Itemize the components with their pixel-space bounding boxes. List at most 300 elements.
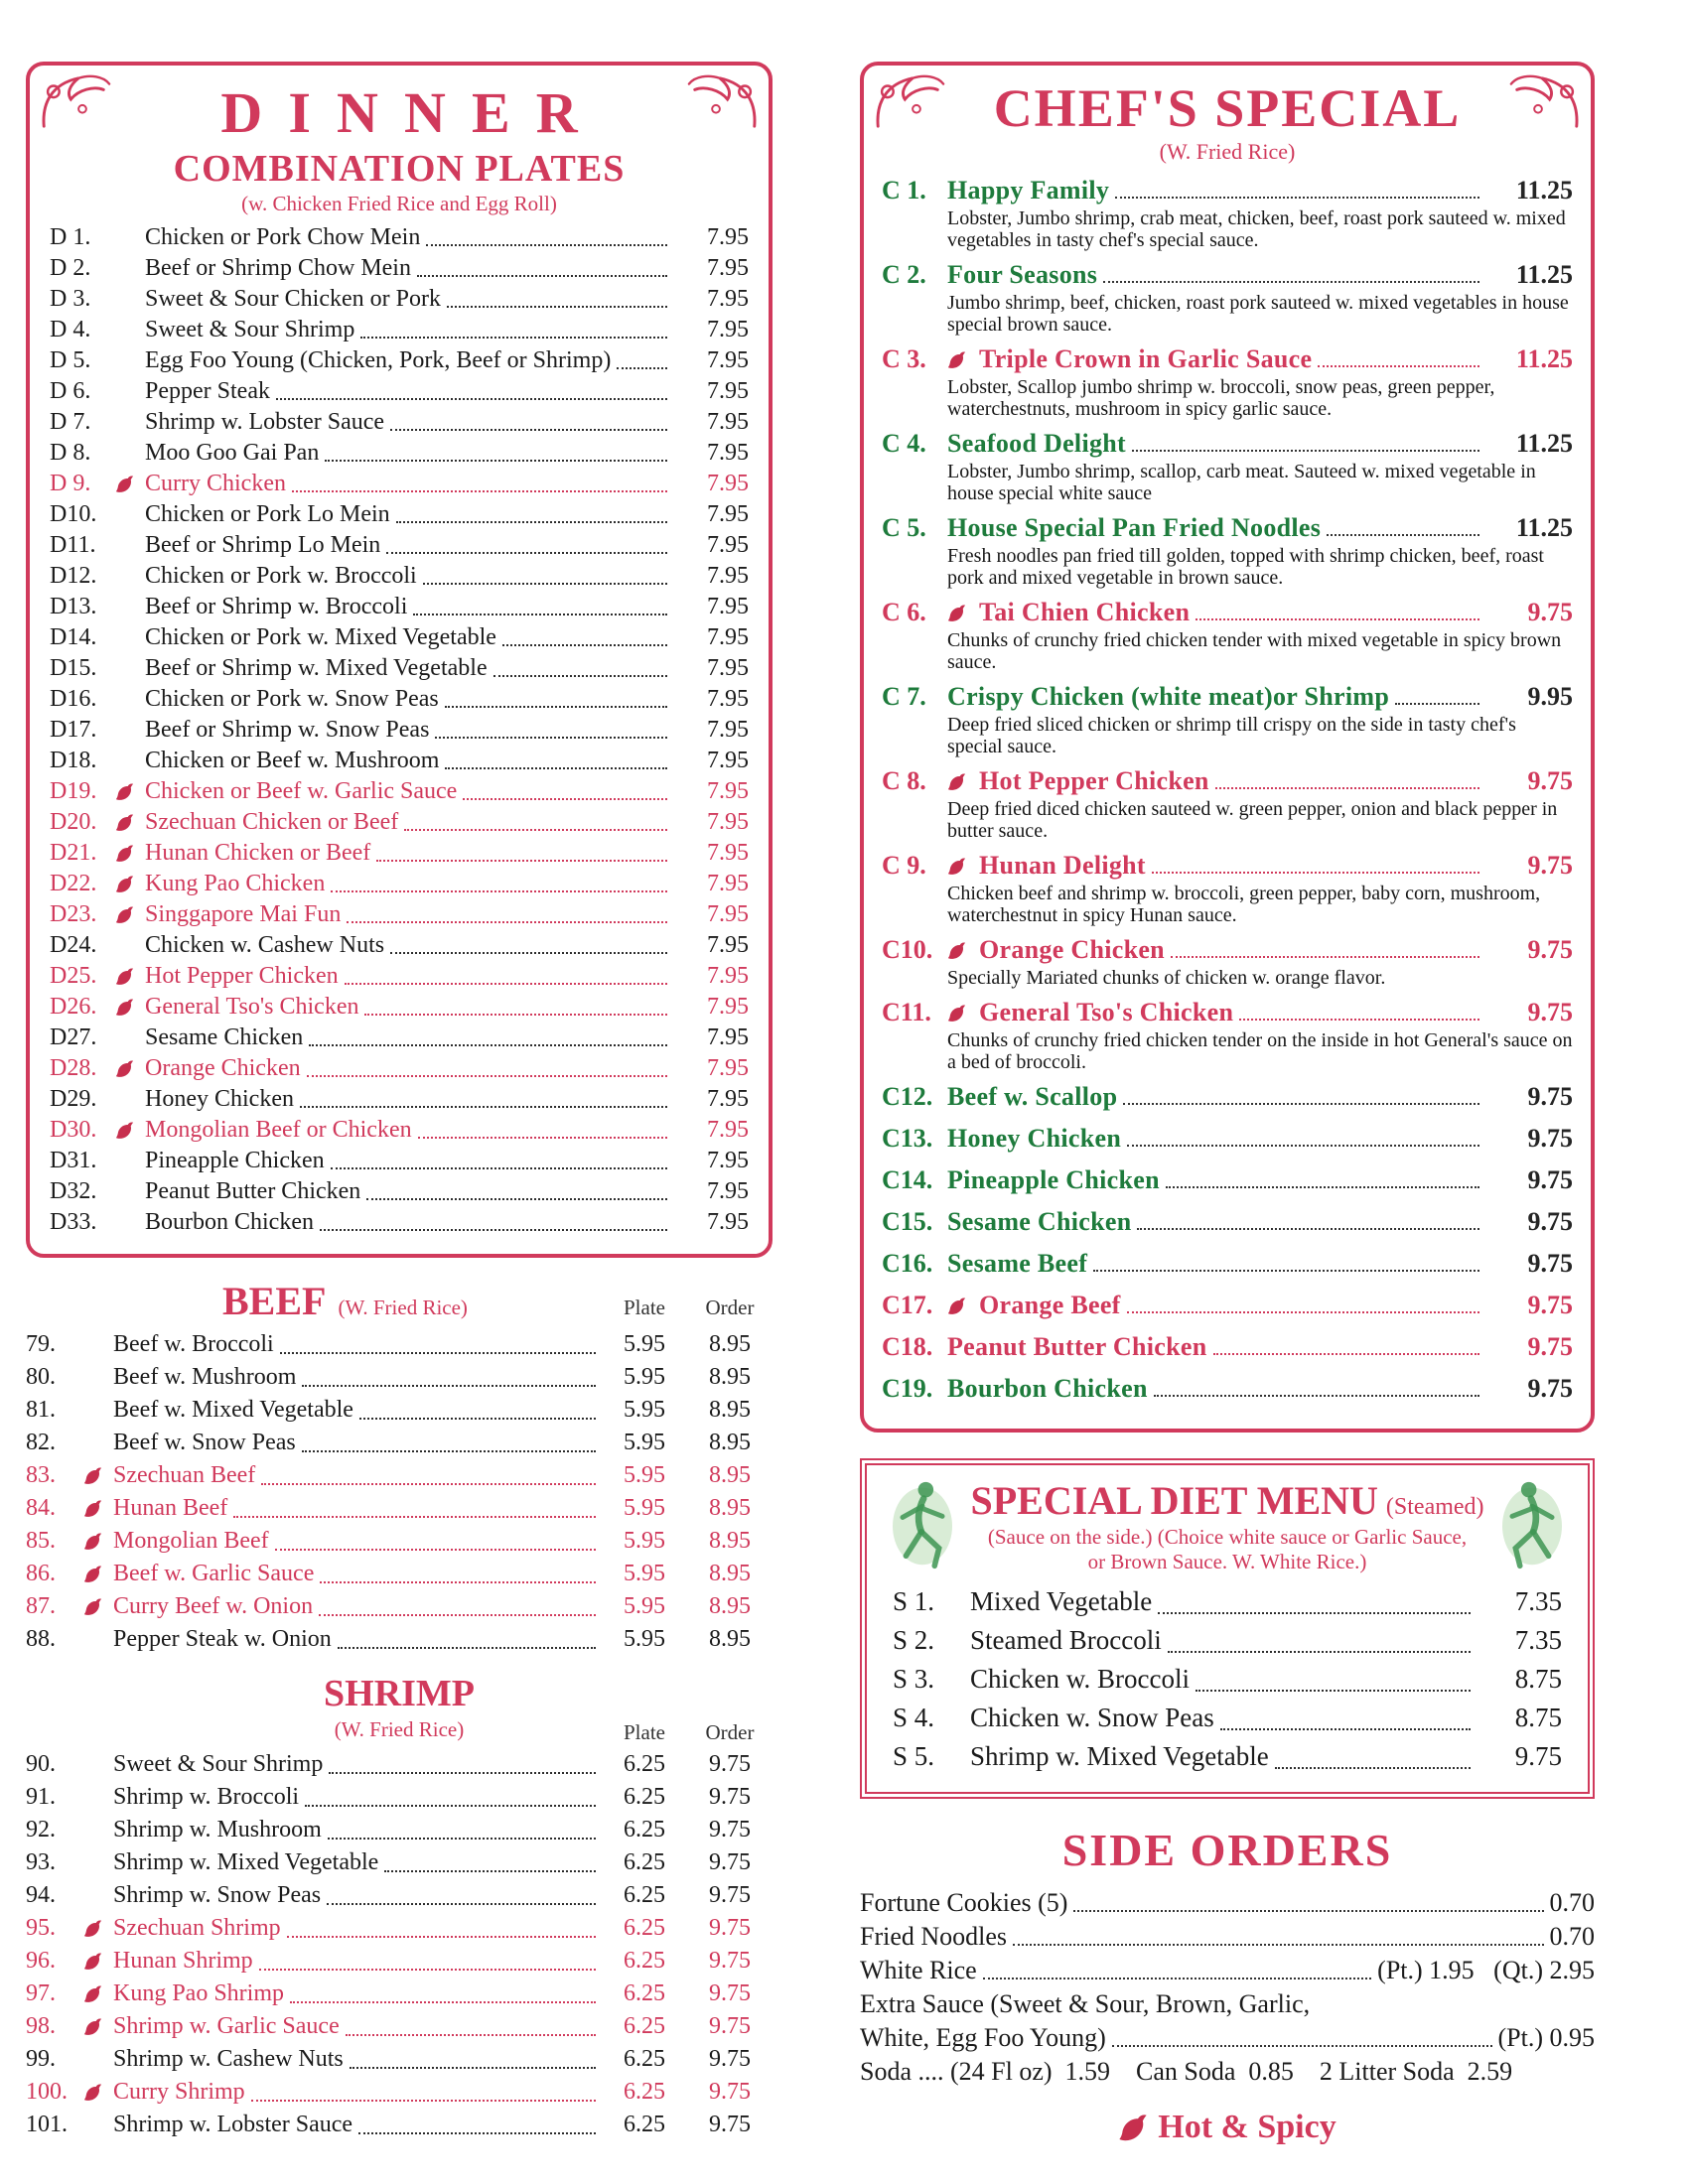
item-price: 7.95 (707, 378, 749, 404)
item-price: 7.95 (707, 748, 749, 773)
item-name: Beef w. Mushroom (113, 1364, 297, 1390)
item-name: Sesame Chicken (145, 1024, 304, 1050)
item-code: S 5. (893, 1741, 935, 1771)
chef-special-item (882, 1164, 1573, 1196)
order-price: 8.95 (709, 1462, 751, 1488)
menu-item-row (50, 776, 749, 807)
plate-price: 5.95 (624, 1593, 665, 1619)
side-order-row (860, 1886, 1595, 1920)
item-name: Mixed Vegetable (970, 1586, 1153, 1616)
dinner-item-list (50, 222, 749, 1238)
menu-item-row (50, 592, 749, 622)
menu-item-row (50, 499, 749, 530)
item-price: 7.95 (707, 932, 749, 958)
corner-flourish-icon (38, 70, 125, 132)
item-description: Specially Mariated chunks of chicken w. orange flavor. (947, 967, 1386, 989)
chef-special-item (882, 997, 1573, 1073)
menu-item-row (882, 1248, 1573, 1280)
dot-leader (309, 1023, 667, 1046)
item-name: Orange Beef (979, 1291, 1121, 1319)
item-code: D 2. (50, 255, 91, 281)
beef-subtitle: (W. Fried Rice) (338, 1296, 468, 1319)
plate-price: 6.25 (624, 2112, 665, 2137)
item-name: Pepper Steak (145, 378, 270, 404)
left-column (26, 62, 773, 2146)
dot-leader (396, 499, 667, 523)
item-price: 7.35 (1514, 1625, 1562, 1655)
menu-item-row (50, 1053, 749, 1084)
item-price: 9.75 (1527, 1249, 1573, 1278)
chili-pepper-icon (115, 1053, 145, 1084)
item-price: 11.25 (1515, 176, 1573, 205)
item-name: Szechuan Shrimp (113, 1915, 281, 1941)
item-code: 95. (26, 1915, 56, 1941)
menu-item-row (26, 1879, 773, 1912)
menu-item-row (50, 1023, 749, 1053)
item-code: C 5. (882, 513, 926, 542)
dot-leader (1152, 850, 1479, 874)
chef-special-item (882, 1331, 1573, 1363)
plate-price: 5.95 (624, 1462, 665, 1488)
item-code: D 6. (50, 378, 91, 404)
side-order-row (860, 1987, 1595, 2021)
item-code: C 7. (882, 682, 926, 711)
item-name: Beef or Shrimp Chow Mein (145, 255, 411, 281)
item-price: 7.95 (707, 1055, 749, 1081)
dot-leader (1196, 597, 1479, 620)
item-name: Hunan Beef (113, 1495, 228, 1521)
item-name: House Special Pan Fried Noodles (947, 513, 1322, 542)
menu-item-row (882, 1206, 1573, 1238)
plate-price: 5.95 (624, 1430, 665, 1455)
item-name: Szechuan Chicken or Beef (145, 809, 399, 835)
menu-item-row (882, 259, 1573, 291)
item-name: General Tso's Chicken (979, 998, 1234, 1026)
item-code: C12. (882, 1082, 933, 1111)
item-price: 7.95 (707, 440, 749, 466)
dot-leader (280, 1328, 596, 1354)
order-price: 8.95 (709, 1528, 751, 1554)
item-name: Honey Chicken (145, 1086, 294, 1112)
dinner-title: DINNER (220, 80, 604, 145)
item-name: Chicken or Beef w. Garlic Sauce (145, 778, 458, 804)
menu-item-row (50, 684, 749, 715)
item-price: 7.95 (707, 963, 749, 989)
item-name: Chicken or Pork Lo Mein (145, 501, 390, 527)
item-code: D16. (50, 686, 97, 712)
item-price: 7.95 (707, 471, 749, 496)
menu-item-row (882, 1331, 1573, 1363)
item-name: Beef w. Mixed Vegetable (113, 1397, 353, 1423)
plate-price: 6.25 (624, 1948, 665, 1974)
item-name: Beef or Shrimp Lo Mein (145, 532, 381, 558)
item-name: Shrimp w. Broccoli (113, 1784, 300, 1810)
corner-flourish-icon (673, 70, 761, 132)
dot-leader (1171, 934, 1479, 958)
item-code: 99. (26, 2046, 56, 2072)
menu-item-row (50, 1115, 749, 1146)
item-code: 100. (26, 2079, 68, 2105)
item-code: S 3. (893, 1664, 935, 1694)
item-name: Chicken or Pork w. Snow Peas (145, 686, 439, 712)
item-code: D12. (50, 563, 97, 589)
chili-pepper-icon (1118, 2113, 1148, 2142)
dot-leader (331, 869, 667, 892)
item-price: 7.95 (707, 901, 749, 927)
item-price: 11.25 (1515, 344, 1573, 373)
menu-item-row (50, 622, 749, 653)
side-order-row (860, 1920, 1595, 1954)
item-description: Lobster, Jumbo shrimp, crab meat, chicken, beef, roast pork sauteed w. mixed vegetables in tasty chef's special sauce. (947, 207, 1566, 251)
menu-item-row (26, 1492, 773, 1525)
dot-leader (418, 1115, 667, 1139)
chili-pepper-icon (83, 1978, 113, 2010)
item-code: C11. (882, 998, 931, 1026)
item-name: Hunan Shrimp (113, 1948, 253, 1974)
dot-leader (1213, 1331, 1480, 1355)
beef-title: BEEF (222, 1279, 327, 1323)
item-name: Four Seasons (947, 260, 1098, 289)
menu-item-row (882, 997, 1573, 1028)
menu-item-row (26, 2010, 773, 2043)
dot-leader (320, 1207, 667, 1231)
dot-leader (386, 530, 667, 554)
dot-leader (1093, 1248, 1479, 1272)
menu-item-row (50, 407, 749, 438)
menu-item-row (893, 1621, 1562, 1660)
item-price: 11.25 (1515, 513, 1573, 542)
chef-special-item (882, 681, 1573, 757)
chili-pepper-icon (947, 765, 979, 797)
chili-pepper-icon (83, 1945, 113, 1978)
price-column-headers (602, 1718, 773, 1746)
plate-price: 6.25 (624, 1882, 665, 1908)
item-code: 80. (26, 1364, 56, 1390)
menu-item-row (50, 438, 749, 469)
chefs-special-section (860, 62, 1595, 1433)
dot-leader (346, 2010, 596, 2036)
plate-price: 6.25 (624, 2013, 665, 2039)
menu-item-row (26, 2109, 773, 2141)
item-code: D 7. (50, 409, 91, 435)
dinner-combination-section (26, 62, 773, 1258)
dot-leader (275, 1525, 596, 1551)
menu-item-row (50, 869, 749, 899)
order-price: 8.95 (709, 1364, 751, 1390)
chili-pepper-icon (83, 1492, 113, 1525)
menu-item-row (26, 1558, 773, 1590)
beef-item-list (26, 1328, 773, 1656)
plate-price: 5.95 (624, 1561, 665, 1586)
chili-pepper-icon (83, 1459, 113, 1492)
item-price: 7.95 (707, 809, 749, 835)
hot-spicy-legend (860, 2109, 1595, 2146)
order-price: 8.95 (709, 1561, 751, 1586)
menu-item-row (26, 1623, 773, 1656)
item-price: 7.95 (707, 563, 749, 589)
dot-leader (319, 1590, 596, 1616)
item-name: General Tso's Chicken (145, 994, 359, 1020)
item-code: D25. (50, 963, 97, 989)
item-price: 7.95 (707, 224, 749, 250)
dot-leader (302, 1361, 596, 1387)
dot-leader (463, 776, 667, 800)
item-name: Hot Pepper Chicken (145, 963, 339, 989)
menu-item-row (882, 1290, 1573, 1321)
item-price: 7.95 (707, 871, 749, 896)
order-price: 9.75 (709, 2013, 751, 2039)
item-code: D 1. (50, 224, 91, 250)
menu-item-row (26, 1394, 773, 1427)
item-price: 7.95 (707, 1117, 749, 1143)
item-description: Lobster, Jumbo shrimp, scallop, carb meat. Sauteed w. mixed vegetable in house special white sauce (947, 461, 1536, 504)
item-price: 7.95 (707, 286, 749, 312)
dot-leader (300, 1084, 667, 1108)
chef-special-item (882, 428, 1573, 504)
side-orders-list (860, 1886, 1595, 2089)
item-name: Shrimp w. Garlic Sauce (113, 2013, 340, 2039)
item-price: 7.95 (707, 1086, 749, 1112)
menu-item-row (50, 1084, 749, 1115)
item-description: Deep fried sliced chicken or shrimp till crispy on the side in tasty chef's special sauce. (947, 714, 1516, 757)
dot-leader (345, 961, 667, 985)
order-price: 9.75 (709, 1915, 751, 1941)
item-code: 97. (26, 1980, 56, 2006)
order-price: 9.75 (709, 1817, 751, 1843)
item-code: 91. (26, 1784, 56, 1810)
item-code: C18. (882, 1332, 933, 1361)
item-price: 7.95 (707, 840, 749, 866)
item-name: Peanut Butter Chicken (145, 1178, 361, 1204)
item-code: 101. (26, 2112, 68, 2137)
item-code: C 4. (882, 429, 926, 458)
item-code: 92. (26, 1817, 56, 1843)
item-name: Triple Crown in Garlic Sauce (979, 344, 1313, 373)
item-name: Sweet & Sour Shrimp (113, 1751, 324, 1777)
item-code: C19. (882, 1374, 933, 1403)
item-code: D30. (50, 1117, 97, 1143)
item-code: S 4. (893, 1703, 935, 1732)
item-name: Shrimp w. Mixed Vegetable (113, 1849, 379, 1875)
menu-item-row (26, 1846, 773, 1879)
order-price: 9.75 (709, 2046, 751, 2072)
item-description: Jumbo shrimp, beef, chicken, roast pork sauteed w. mixed vegetables in house special brown sauce. (947, 292, 1569, 336)
plate-price: 6.25 (624, 1751, 665, 1777)
item-price: 7.95 (707, 1209, 749, 1235)
item-code: D27. (50, 1024, 97, 1050)
item-name: Sesame Beef (947, 1249, 1088, 1278)
dot-leader (423, 561, 667, 585)
item-code: S 1. (893, 1586, 935, 1616)
item-name: Crispy Chicken (white meat)or Shrimp (947, 682, 1390, 711)
item-code: C 8. (882, 766, 926, 795)
chili-pepper-icon (115, 807, 145, 838)
item-price: 9.75 (1514, 1741, 1562, 1771)
side-order-row (860, 2055, 1595, 2089)
item-name: Bourbon Chicken (947, 1374, 1148, 1403)
order-price: 9.75 (709, 1948, 751, 1974)
chef-special-item (882, 1290, 1573, 1321)
dot-leader (493, 653, 667, 677)
item-price: 9.95 (1527, 682, 1573, 711)
dot-leader (390, 407, 667, 431)
order-price: 9.75 (709, 1751, 751, 1777)
item-price: 7.95 (707, 624, 749, 650)
menu-item-row (26, 1945, 773, 1978)
item-price: 7.95 (707, 409, 749, 435)
item-code: 85. (26, 1528, 56, 1554)
item-price: 7.95 (707, 317, 749, 342)
chef-special-item (882, 1081, 1573, 1113)
dot-leader (376, 838, 667, 862)
item-price: 9.75 (1527, 1124, 1573, 1153)
item-code: C10. (882, 935, 933, 964)
dot-leader (302, 1427, 596, 1452)
dot-leader (364, 992, 667, 1016)
dot-leader (1112, 2021, 1492, 2047)
right-column (860, 62, 1595, 2146)
dot-leader (360, 315, 667, 339)
menu-item-row (26, 1459, 773, 1492)
menu-item-row (26, 1328, 773, 1361)
shrimp-title: SHRIMP (324, 1673, 475, 1714)
item-price: 0.70 (1549, 1888, 1595, 1917)
shrimp-section-header (26, 1672, 773, 1746)
item-description: Chicken beef and shrimp w. broccoli, green pepper, baby corn, mushroom, waterchestnut in spicy Hunan sauce. (947, 883, 1541, 926)
menu-item-row (50, 715, 749, 746)
menu-item-row (50, 1207, 749, 1238)
menu-item-row (882, 175, 1573, 206)
item-code: D29. (50, 1086, 97, 1112)
chili-pepper-icon (115, 838, 145, 869)
item-name: Chicken or Pork w. Broccoli (145, 563, 417, 589)
item-name: Extra Sauce (Sweet & Sour, Brown, Garlic, (860, 1989, 1311, 2018)
plate-price: 6.25 (624, 1915, 665, 1941)
dot-leader (359, 1394, 596, 1420)
item-price: (Pt.) 1.95 (Qt.) 2.95 (1377, 1956, 1595, 1984)
item-price: 7.95 (707, 994, 749, 1020)
menu-item-row (26, 2043, 773, 2076)
item-name: Singgapore Mai Fun (145, 901, 342, 927)
menu-item-row (882, 765, 1573, 797)
item-name: Kung Pao Chicken (145, 871, 326, 896)
item-name: White Rice (860, 1956, 977, 1984)
chili-pepper-icon (83, 1590, 113, 1623)
dot-leader (502, 622, 667, 646)
item-name: Hot Pepper Chicken (979, 766, 1209, 795)
order-price: 9.75 (709, 1849, 751, 1875)
hot-spicy-label: Hot & Spicy (1158, 2109, 1336, 2145)
item-name: Curry Beef w. Onion (113, 1593, 314, 1619)
item-name: White, Egg Foo Young) (860, 2023, 1106, 2052)
chili-pepper-icon (115, 1115, 145, 1146)
menu-item-row (50, 530, 749, 561)
item-name: Shrimp w. Mushroom (113, 1817, 322, 1843)
plate-price: 5.95 (624, 1331, 665, 1357)
dot-leader (445, 746, 667, 769)
item-code: D22. (50, 871, 97, 896)
item-code: D 5. (50, 347, 91, 373)
item-code: C16. (882, 1249, 933, 1278)
item-code: D24. (50, 932, 97, 958)
menu-item-row (50, 899, 749, 930)
dot-leader (233, 1492, 596, 1518)
item-code: 79. (26, 1331, 56, 1357)
chef-special-item (882, 1123, 1573, 1155)
order-price: 8.95 (709, 1626, 751, 1652)
item-name: Shrimp w. Lobster Sauce (145, 409, 385, 435)
dot-leader (1327, 512, 1479, 536)
item-name: Beef w. Scallop (947, 1082, 1118, 1111)
dot-leader (276, 376, 667, 400)
dot-leader (1239, 997, 1479, 1021)
menu-item-row (882, 1164, 1573, 1196)
item-name: Pineapple Chicken (145, 1148, 325, 1173)
dot-leader (447, 284, 667, 308)
item-name: Beef w. Snow Peas (113, 1430, 296, 1455)
item-name: Chicken w. Broccoli (970, 1664, 1190, 1694)
menu-item-row (50, 746, 749, 776)
item-name: Beef w. Garlic Sauce (113, 1561, 315, 1586)
item-price: 7.95 (707, 1148, 749, 1173)
price-column-headers (602, 1296, 773, 1320)
item-name: Fortune Cookies (5) (860, 1888, 1068, 1917)
item-name: Chicken or Pork w. Mixed Vegetable (145, 624, 496, 650)
menu-item-row (26, 1748, 773, 1781)
plate-price: 5.95 (624, 1397, 665, 1423)
dot-leader (1127, 1290, 1479, 1313)
order-price: 8.95 (709, 1331, 751, 1357)
item-name: Beef w. Broccoli (113, 1331, 274, 1357)
item-price: 7.35 (1514, 1586, 1562, 1616)
item-price: 9.75 (1527, 935, 1573, 964)
item-code: D 3. (50, 286, 91, 312)
item-price: 9.75 (1527, 1332, 1573, 1361)
item-code: D19. (50, 778, 97, 804)
dot-leader (617, 345, 667, 369)
dot-leader (1137, 1206, 1479, 1230)
menu-item-row (893, 1737, 1562, 1776)
dot-leader (417, 253, 667, 277)
plate-price: 5.95 (624, 1528, 665, 1554)
side-order-row (860, 1954, 1595, 1987)
dot-leader (347, 899, 667, 923)
dot-leader (1166, 1164, 1479, 1188)
item-code: D31. (50, 1148, 97, 1173)
menu-item-row (882, 512, 1573, 544)
plate-price: 6.25 (624, 1784, 665, 1810)
dot-leader (445, 684, 667, 708)
menu-item-row (882, 343, 1573, 375)
chili-pepper-icon (947, 1290, 979, 1321)
item-code: D14. (50, 624, 97, 650)
plate-price: 6.25 (624, 1849, 665, 1875)
item-code: D33. (50, 1209, 97, 1235)
item-code: 87. (26, 1593, 56, 1619)
chef-special-item (882, 175, 1573, 251)
order-price: 8.95 (709, 1495, 751, 1521)
item-name: Pepper Steak w. Onion (113, 1626, 332, 1652)
item-price: 7.95 (707, 255, 749, 281)
item-description: Lobster, Scallop jumbo shrimp w. broccoli, snow peas, green pepper, waterchestnuts, mushroom in spicy garlic sauce. (947, 376, 1495, 420)
chef-special-item (882, 850, 1573, 926)
item-price: 9.75 (1527, 1082, 1573, 1111)
item-code: 84. (26, 1495, 56, 1521)
chef-special-item (882, 1373, 1573, 1405)
menu-item-row (26, 1361, 773, 1394)
dot-leader (983, 1954, 1371, 1979)
dot-leader (327, 1879, 596, 1905)
